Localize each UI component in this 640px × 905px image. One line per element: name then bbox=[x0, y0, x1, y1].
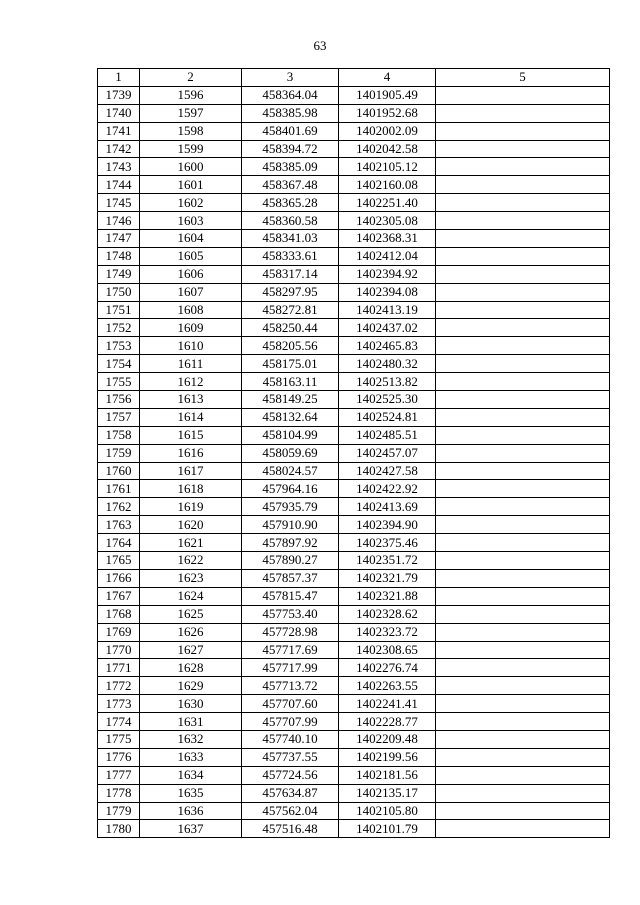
table-cell-col-1: 1766 bbox=[98, 569, 140, 587]
table-cell-col-3: 457890.27 bbox=[242, 552, 339, 570]
table-cell-col-1: 1753 bbox=[98, 337, 140, 355]
table-row bbox=[98, 623, 610, 641]
table-cell-col-1: 1746 bbox=[98, 212, 140, 230]
table-cell-col-2: 1626 bbox=[140, 623, 242, 641]
table-row bbox=[98, 301, 610, 319]
table-cell-col-3: 458059.69 bbox=[242, 444, 339, 462]
table-cell-col-3: 458175.01 bbox=[242, 355, 339, 373]
table-cell-col-2: 1612 bbox=[140, 373, 242, 391]
table-row bbox=[98, 802, 610, 820]
table-cell-col-2: 1605 bbox=[140, 247, 242, 265]
table-cell-col-3: 457713.72 bbox=[242, 677, 339, 695]
table-cell-col-1: 1767 bbox=[98, 587, 140, 605]
table-cell-col-2: 1637 bbox=[140, 820, 242, 838]
table-cell-col-4: 1402437.02 bbox=[339, 319, 436, 337]
table-cell-col-1: 1745 bbox=[98, 194, 140, 212]
table-cell-col-2: 1603 bbox=[140, 212, 242, 230]
table-cell-col-3: 457897.92 bbox=[242, 534, 339, 552]
column-header-5: 5 bbox=[436, 69, 610, 87]
table-row bbox=[98, 319, 610, 337]
table-cell-col-3: 457717.99 bbox=[242, 659, 339, 677]
table-cell-col-4: 1402209.48 bbox=[339, 730, 436, 748]
table-row bbox=[98, 641, 610, 659]
table-cell-col-2: 1616 bbox=[140, 444, 242, 462]
table-cell-col-5 bbox=[436, 587, 610, 605]
table-cell-col-4: 1402524.81 bbox=[339, 408, 436, 426]
table-cell-col-1: 1775 bbox=[98, 730, 140, 748]
table-row bbox=[98, 587, 610, 605]
table-cell-col-2: 1625 bbox=[140, 605, 242, 623]
table-row bbox=[98, 426, 610, 444]
table-cell-col-2: 1623 bbox=[140, 569, 242, 587]
table-cell-col-1: 1755 bbox=[98, 373, 140, 391]
table-cell-col-3: 457562.04 bbox=[242, 802, 339, 820]
table-cell-col-1: 1773 bbox=[98, 695, 140, 713]
table-cell-col-4: 1402480.32 bbox=[339, 355, 436, 373]
table-cell-col-2: 1609 bbox=[140, 319, 242, 337]
table-cell-col-2: 1613 bbox=[140, 391, 242, 409]
table-cell-col-2: 1615 bbox=[140, 426, 242, 444]
table-cell-col-4: 1402276.74 bbox=[339, 659, 436, 677]
table-cell-col-2: 1598 bbox=[140, 122, 242, 140]
table-cell-col-1: 1756 bbox=[98, 391, 140, 409]
table-cell-col-3: 457707.99 bbox=[242, 713, 339, 731]
table-cell-col-4: 1402042.58 bbox=[339, 140, 436, 158]
table-cell-col-5 bbox=[436, 283, 610, 301]
table-cell-col-5 bbox=[436, 748, 610, 766]
table-cell-col-5 bbox=[436, 605, 610, 623]
table-cell-col-3: 458132.64 bbox=[242, 408, 339, 426]
table-cell-col-2: 1607 bbox=[140, 283, 242, 301]
table-body bbox=[98, 86, 610, 837]
table-row bbox=[98, 659, 610, 677]
table-cell-col-4: 1402135.17 bbox=[339, 784, 436, 802]
table-cell-col-1: 1774 bbox=[98, 713, 140, 731]
table-cell-col-5 bbox=[436, 301, 610, 319]
table-cell-col-3: 458149.25 bbox=[242, 391, 339, 409]
table-cell-col-4: 1402101.79 bbox=[339, 820, 436, 838]
table-cell-col-5 bbox=[436, 265, 610, 283]
table-cell-col-2: 1617 bbox=[140, 462, 242, 480]
table-cell-col-4: 1402368.31 bbox=[339, 230, 436, 248]
table-cell-col-3: 458385.09 bbox=[242, 158, 339, 176]
table-cell-col-5 bbox=[436, 104, 610, 122]
table-cell-col-5 bbox=[436, 122, 610, 140]
table-cell-col-3: 458205.56 bbox=[242, 337, 339, 355]
table-cell-col-2: 1632 bbox=[140, 730, 242, 748]
table-row bbox=[98, 122, 610, 140]
table-cell-col-2: 1608 bbox=[140, 301, 242, 319]
table-cell-col-4: 1402457.07 bbox=[339, 444, 436, 462]
table-cell-col-1: 1761 bbox=[98, 480, 140, 498]
table-row bbox=[98, 283, 610, 301]
page-number: 63 bbox=[313, 38, 327, 53]
table-cell-col-5 bbox=[436, 677, 610, 695]
table-cell-col-1: 1744 bbox=[98, 176, 140, 194]
table-cell-col-4: 1402485.51 bbox=[339, 426, 436, 444]
table-cell-col-5 bbox=[436, 659, 610, 677]
table-cell-col-3: 458364.04 bbox=[242, 86, 339, 104]
table-cell-col-1: 1771 bbox=[98, 659, 140, 677]
table-row bbox=[98, 480, 610, 498]
table-cell-col-4: 1402465.83 bbox=[339, 337, 436, 355]
table-cell-col-5 bbox=[436, 408, 610, 426]
table-cell-col-4: 1402394.08 bbox=[339, 283, 436, 301]
table-cell-col-1: 1770 bbox=[98, 641, 140, 659]
table-cell-col-3: 458341.03 bbox=[242, 230, 339, 248]
table-row bbox=[98, 552, 610, 570]
table-cell-col-1: 1758 bbox=[98, 426, 140, 444]
table-row bbox=[98, 355, 610, 373]
table-cell-col-5 bbox=[436, 337, 610, 355]
table-cell-col-4: 1402422.92 bbox=[339, 480, 436, 498]
table-cell-col-3: 458367.48 bbox=[242, 176, 339, 194]
table-cell-col-4: 1402251.40 bbox=[339, 194, 436, 212]
table-cell-col-5 bbox=[436, 569, 610, 587]
table-row bbox=[98, 605, 610, 623]
table-cell-col-5 bbox=[436, 730, 610, 748]
table-cell-col-1: 1768 bbox=[98, 605, 140, 623]
table-cell-col-3: 458104.99 bbox=[242, 426, 339, 444]
table-cell-col-5 bbox=[436, 319, 610, 337]
table-cell-col-5 bbox=[436, 516, 610, 534]
table-row bbox=[98, 820, 610, 838]
table-cell-col-2: 1601 bbox=[140, 176, 242, 194]
table-row bbox=[98, 748, 610, 766]
table-row bbox=[98, 784, 610, 802]
table-cell-col-4: 1402002.09 bbox=[339, 122, 436, 140]
table-cell-col-1: 1751 bbox=[98, 301, 140, 319]
table-cell-col-4: 1402328.62 bbox=[339, 605, 436, 623]
table-row bbox=[98, 86, 610, 104]
table-row bbox=[98, 462, 610, 480]
table-cell-col-2: 1633 bbox=[140, 748, 242, 766]
table-cell-col-4: 1402181.56 bbox=[339, 766, 436, 784]
table-cell-col-2: 1596 bbox=[140, 86, 242, 104]
table-cell-col-4: 1402321.79 bbox=[339, 569, 436, 587]
table-cell-col-2: 1634 bbox=[140, 766, 242, 784]
table-row bbox=[98, 140, 610, 158]
table-cell-col-4: 1402351.72 bbox=[339, 552, 436, 570]
table-cell-col-3: 457707.60 bbox=[242, 695, 339, 713]
table-cell-col-3: 457910.90 bbox=[242, 516, 339, 534]
table-cell-col-3: 457516.48 bbox=[242, 820, 339, 838]
table-cell-col-3: 458272.81 bbox=[242, 301, 339, 319]
table-cell-col-3: 457753.40 bbox=[242, 605, 339, 623]
coordinates-table bbox=[97, 68, 610, 838]
table-cell-col-3: 458385.98 bbox=[242, 104, 339, 122]
table-cell-col-5 bbox=[436, 766, 610, 784]
table-row bbox=[98, 158, 610, 176]
table-cell-col-2: 1622 bbox=[140, 552, 242, 570]
table-cell-col-3: 457740.10 bbox=[242, 730, 339, 748]
table-cell-col-1: 1752 bbox=[98, 319, 140, 337]
table-cell-col-3: 457815.47 bbox=[242, 587, 339, 605]
column-header-1: 1 bbox=[98, 69, 140, 87]
table-row bbox=[98, 265, 610, 283]
table-cell-col-3: 458365.28 bbox=[242, 194, 339, 212]
table-row bbox=[98, 713, 610, 731]
table-cell-col-2: 1629 bbox=[140, 677, 242, 695]
table-cell-col-4: 1402413.69 bbox=[339, 498, 436, 516]
table-row bbox=[98, 408, 610, 426]
table-row bbox=[98, 194, 610, 212]
table-cell-col-5 bbox=[436, 552, 610, 570]
table-cell-col-1: 1778 bbox=[98, 784, 140, 802]
table-cell-col-1: 1743 bbox=[98, 158, 140, 176]
table-cell-col-5 bbox=[436, 86, 610, 104]
table-cell-col-1: 1769 bbox=[98, 623, 140, 641]
table-cell-col-2: 1628 bbox=[140, 659, 242, 677]
table-cell-col-2: 1599 bbox=[140, 140, 242, 158]
table-cell-col-1: 1779 bbox=[98, 802, 140, 820]
table-cell-col-1: 1763 bbox=[98, 516, 140, 534]
table-cell-col-1: 1760 bbox=[98, 462, 140, 480]
table-cell-col-4: 1402412.04 bbox=[339, 247, 436, 265]
table-cell-col-3: 458024.57 bbox=[242, 462, 339, 480]
table-cell-col-1: 1777 bbox=[98, 766, 140, 784]
table-cell-col-2: 1611 bbox=[140, 355, 242, 373]
table-cell-col-4: 1402105.80 bbox=[339, 802, 436, 820]
table-header-row bbox=[98, 69, 610, 87]
table-cell-col-3: 457964.16 bbox=[242, 480, 339, 498]
table-cell-col-5 bbox=[436, 158, 610, 176]
table-cell-col-4: 1402323.72 bbox=[339, 623, 436, 641]
table-cell-col-5 bbox=[436, 391, 610, 409]
table-cell-col-1: 1762 bbox=[98, 498, 140, 516]
table-cell-col-2: 1636 bbox=[140, 802, 242, 820]
table-cell-col-1: 1765 bbox=[98, 552, 140, 570]
column-header-4: 4 bbox=[339, 69, 436, 87]
table-cell-col-3: 457717.69 bbox=[242, 641, 339, 659]
table-row bbox=[98, 766, 610, 784]
table-cell-col-3: 457634.87 bbox=[242, 784, 339, 802]
table-cell-col-1: 1742 bbox=[98, 140, 140, 158]
table-cell-col-2: 1631 bbox=[140, 713, 242, 731]
table-cell-col-5 bbox=[436, 498, 610, 516]
table-cell-col-5 bbox=[436, 247, 610, 265]
table-row bbox=[98, 337, 610, 355]
table-cell-col-2: 1635 bbox=[140, 784, 242, 802]
table-cell-col-4: 1401952.68 bbox=[339, 104, 436, 122]
table-cell-col-5 bbox=[436, 230, 610, 248]
table-cell-col-2: 1621 bbox=[140, 534, 242, 552]
table-cell-col-2: 1597 bbox=[140, 104, 242, 122]
table-cell-col-1: 1757 bbox=[98, 408, 140, 426]
table-cell-col-2: 1614 bbox=[140, 408, 242, 426]
table-cell-col-1: 1747 bbox=[98, 230, 140, 248]
table-cell-col-3: 458163.11 bbox=[242, 373, 339, 391]
table-cell-col-1: 1772 bbox=[98, 677, 140, 695]
table-row bbox=[98, 569, 610, 587]
table-cell-col-5 bbox=[436, 176, 610, 194]
table-cell-col-4: 1402513.82 bbox=[339, 373, 436, 391]
table-cell-col-5 bbox=[436, 820, 610, 838]
table-cell-col-5 bbox=[436, 212, 610, 230]
table-cell-col-4: 1402321.88 bbox=[339, 587, 436, 605]
table-cell-col-1: 1750 bbox=[98, 283, 140, 301]
table-cell-col-4: 1402160.08 bbox=[339, 176, 436, 194]
table-row bbox=[98, 212, 610, 230]
table-cell-col-2: 1624 bbox=[140, 587, 242, 605]
table-cell-col-4: 1402394.90 bbox=[339, 516, 436, 534]
table-cell-col-2: 1610 bbox=[140, 337, 242, 355]
table-cell-col-4: 1402228.77 bbox=[339, 713, 436, 731]
table-row bbox=[98, 534, 610, 552]
table-cell-col-2: 1600 bbox=[140, 158, 242, 176]
table-cell-col-3: 457728.98 bbox=[242, 623, 339, 641]
table-cell-col-3: 458360.58 bbox=[242, 212, 339, 230]
table-cell-col-3: 458250.44 bbox=[242, 319, 339, 337]
table-cell-col-1: 1754 bbox=[98, 355, 140, 373]
column-header-3: 3 bbox=[242, 69, 339, 87]
table-cell-col-3: 457857.37 bbox=[242, 569, 339, 587]
table-cell-col-5 bbox=[436, 444, 610, 462]
table-cell-col-1: 1749 bbox=[98, 265, 140, 283]
table-cell-col-1: 1759 bbox=[98, 444, 140, 462]
table-row bbox=[98, 695, 610, 713]
table-cell-col-1: 1780 bbox=[98, 820, 140, 838]
table-row bbox=[98, 516, 610, 534]
table-cell-col-5 bbox=[436, 623, 610, 641]
table-cell-col-4: 1402375.46 bbox=[339, 534, 436, 552]
table-row bbox=[98, 104, 610, 122]
table-row bbox=[98, 730, 610, 748]
table-cell-col-5 bbox=[436, 462, 610, 480]
table-cell-col-4: 1402199.56 bbox=[339, 748, 436, 766]
table-cell-col-2: 1620 bbox=[140, 516, 242, 534]
table-cell-col-2: 1602 bbox=[140, 194, 242, 212]
table-row bbox=[98, 230, 610, 248]
table-cell-col-4: 1401905.49 bbox=[339, 86, 436, 104]
table-cell-col-5 bbox=[436, 140, 610, 158]
table-cell-col-1: 1748 bbox=[98, 247, 140, 265]
table-cell-col-4: 1402305.08 bbox=[339, 212, 436, 230]
table-cell-col-2: 1606 bbox=[140, 265, 242, 283]
table-cell-col-4: 1402241.41 bbox=[339, 695, 436, 713]
table-cell-col-5 bbox=[436, 426, 610, 444]
table-cell-col-3: 458394.72 bbox=[242, 140, 339, 158]
table-cell-col-5 bbox=[436, 194, 610, 212]
table-cell-col-5 bbox=[436, 641, 610, 659]
column-header-2: 2 bbox=[140, 69, 242, 87]
table-cell-col-2: 1618 bbox=[140, 480, 242, 498]
table-cell-col-1: 1764 bbox=[98, 534, 140, 552]
table-cell-col-5 bbox=[436, 713, 610, 731]
table-cell-col-1: 1739 bbox=[98, 86, 140, 104]
table-row bbox=[98, 677, 610, 695]
table-row bbox=[98, 498, 610, 516]
table-cell-col-4: 1402427.58 bbox=[339, 462, 436, 480]
table-cell-col-3: 458317.14 bbox=[242, 265, 339, 283]
table-cell-col-1: 1740 bbox=[98, 104, 140, 122]
table-cell-col-2: 1619 bbox=[140, 498, 242, 516]
table-cell-col-3: 458401.69 bbox=[242, 122, 339, 140]
table-cell-col-2: 1627 bbox=[140, 641, 242, 659]
table-cell-col-4: 1402525.30 bbox=[339, 391, 436, 409]
table-cell-col-4: 1402263.55 bbox=[339, 677, 436, 695]
table-cell-col-1: 1776 bbox=[98, 748, 140, 766]
table-row bbox=[98, 391, 610, 409]
table-cell-col-5 bbox=[436, 802, 610, 820]
table-row bbox=[98, 373, 610, 391]
table-cell-col-5 bbox=[436, 534, 610, 552]
table-cell-col-3: 457737.55 bbox=[242, 748, 339, 766]
table-cell-col-3: 457935.79 bbox=[242, 498, 339, 516]
table-row bbox=[98, 444, 610, 462]
table-cell-col-3: 458297.95 bbox=[242, 283, 339, 301]
table-cell-col-5 bbox=[436, 373, 610, 391]
table-cell-col-3: 458333.61 bbox=[242, 247, 339, 265]
table-cell-col-5 bbox=[436, 695, 610, 713]
table-cell-col-4: 1402308.65 bbox=[339, 641, 436, 659]
table-cell-col-3: 457724.56 bbox=[242, 766, 339, 784]
table-cell-col-2: 1604 bbox=[140, 230, 242, 248]
table-row bbox=[98, 247, 610, 265]
table-row bbox=[98, 176, 610, 194]
table-cell-col-4: 1402394.92 bbox=[339, 265, 436, 283]
table-cell-col-4: 1402105.12 bbox=[339, 158, 436, 176]
table-cell-col-4: 1402413.19 bbox=[339, 301, 436, 319]
table-cell-col-2: 1630 bbox=[140, 695, 242, 713]
table-cell-col-5 bbox=[436, 784, 610, 802]
table-cell-col-5 bbox=[436, 480, 610, 498]
table-cell-col-5 bbox=[436, 355, 610, 373]
table-cell-col-1: 1741 bbox=[98, 122, 140, 140]
